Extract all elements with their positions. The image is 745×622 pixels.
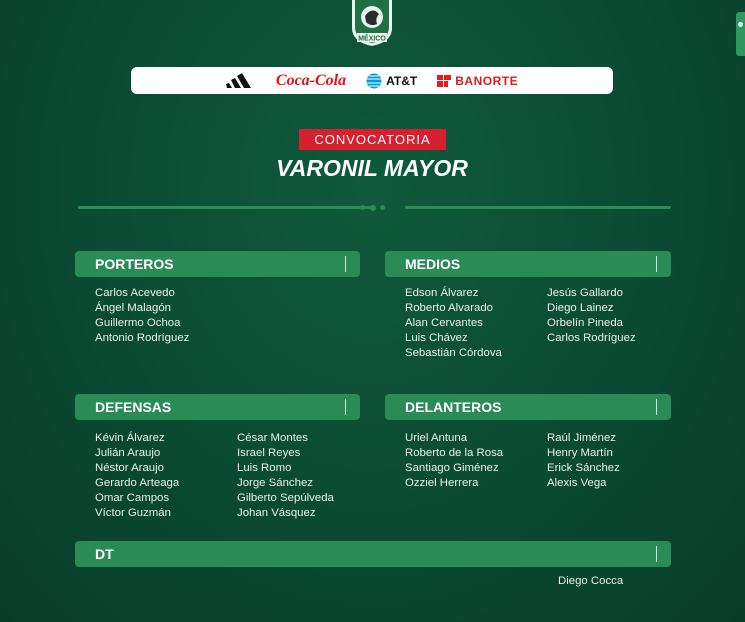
section-title: DT [95, 546, 114, 562]
list-item: Edson Álvarez [405, 287, 479, 299]
side-tab [736, 12, 745, 56]
header-accent-bar [656, 399, 657, 415]
list-item: Jesús Gallardo [547, 287, 623, 299]
list-item: Ozziel Herrera [405, 477, 479, 489]
list-item: Israel Reyes [237, 447, 301, 459]
banorte-logo: BANORTE [437, 74, 518, 88]
sponsor-bar [131, 67, 613, 94]
list-item: Uriel Antuna [405, 432, 468, 444]
section-title: MEDIOS [405, 256, 461, 272]
header-accent-bar [345, 256, 346, 272]
crest-text: MÉXICO [358, 35, 386, 43]
adidas-logo [226, 72, 256, 90]
list-item: Jorge Sánchez [237, 477, 313, 489]
list-item: Kévin Álvarez [95, 432, 165, 444]
defensas-list-col2 [237, 431, 334, 521]
list-item: Orbelín Pineda [547, 317, 623, 329]
convocatoria-badge: CONVOCATORIA [299, 129, 446, 150]
list-item: Diego Lainez [547, 302, 614, 314]
list-item: Henry Martín [547, 447, 613, 459]
list-item: Ángel Malagón [95, 302, 171, 314]
header-accent-bar [656, 256, 657, 272]
section-title: DEFENSAS [95, 399, 172, 415]
list-item: Alexis Vega [547, 477, 607, 489]
header-accent-bar [345, 399, 346, 415]
list-item: Julián Araujo [95, 447, 161, 459]
list-item: Roberto Alvarado [405, 302, 494, 314]
porteros-list [95, 286, 189, 346]
list-item: Néstor Araujo [95, 462, 165, 474]
header-accent-bar [656, 546, 657, 562]
list-item: Gerardo Arteaga [95, 477, 180, 489]
divider-dot [360, 205, 365, 210]
list-item: Omar Campos [95, 492, 170, 504]
list-item: Gilberto Sepúlveda [237, 492, 334, 504]
list-item: Sebastián Córdova [405, 347, 502, 359]
list-item: Raúl Jiménez [547, 432, 617, 444]
medios-list-col1 [405, 286, 502, 361]
divider-right [405, 206, 671, 209]
list-item: Erick Sánchez [547, 462, 620, 474]
section-title: PORTEROS [95, 256, 174, 272]
list-item: Antonio Rodríguez [95, 332, 190, 344]
defensas-list-col1 [95, 431, 179, 521]
section-header-delanteros [385, 394, 671, 420]
dt-name [558, 574, 623, 589]
att-logo: AT&T [366, 73, 417, 89]
section-header-defensas [75, 394, 360, 420]
divider-dot [380, 205, 385, 210]
list-item: Luis Chávez [405, 332, 468, 344]
delanteros-list-col2 [547, 431, 620, 491]
delanteros-list-col1 [405, 431, 503, 491]
section-header-porteros [75, 251, 360, 277]
medios-list-col2 [547, 286, 636, 346]
section-header-medios [385, 251, 671, 277]
section-header-dt [75, 541, 671, 567]
list-item: Santiago Giménez [405, 462, 499, 474]
list-item: Guillermo Ochoa [95, 317, 181, 329]
cocacola-logo: Coca-Cola [275, 71, 347, 89]
list-item: César Montes [237, 432, 308, 444]
list-item: Roberto de la Rosa [405, 447, 504, 459]
divider-left [78, 206, 372, 209]
mexico-crest-logo [347, 0, 397, 47]
banorte-mark-icon [437, 75, 451, 87]
list-item: Víctor Guzmán [95, 507, 171, 519]
section-title: DELANTEROS [405, 399, 502, 415]
list-item: Johan Vásquez [237, 507, 316, 519]
list-item: Luis Romo [237, 462, 292, 474]
list-item: Diego Cocca [558, 575, 624, 587]
att-globe-icon [366, 73, 382, 89]
divider-dot [370, 205, 376, 211]
page-title: VARONIL MAYOR [276, 155, 468, 181]
list-item: Carlos Rodríguez [547, 332, 636, 344]
list-item: Carlos Acevedo [95, 287, 175, 299]
list-item: Alan Cervantes [405, 317, 483, 329]
